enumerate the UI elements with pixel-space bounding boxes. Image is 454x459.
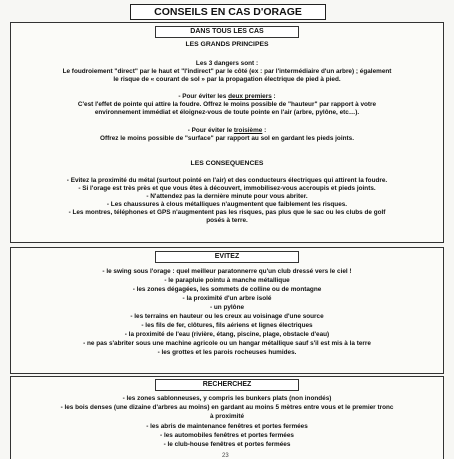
avoid-third-keyword: troisième — [233, 127, 263, 134]
avoid-third-heading — [11, 127, 443, 135]
evitez-item: - le swing sous l'orage : quel meilleur paratonnerre qu'un club dressé vers le ciel ! — [102, 268, 352, 275]
recherchez-item: - les zones sablonneuses, y compris les bunkers plats (non inondés) — [122, 395, 332, 402]
principles-title: LES GRANDS PRINCIPES — [185, 41, 269, 48]
evitez-item: - ne pas s'abriter sous une machine agricole ou un hangar métallique sauf s'il est mis à la terre — [83, 340, 371, 347]
avoid-third-line-1: Offrez le moins possible de "surface" par rapport au sol en gardant les pieds joints. — [100, 135, 354, 142]
avoid-third-prefix: - Pour éviter le — [187, 127, 234, 134]
evitez-item: - un pylône — [209, 304, 245, 311]
consequence-item: - Les montres, téléphones et GPS n'augmentent pas les risques, pas plus que le sac ou les clubs de golf — [68, 209, 386, 216]
dangers-line-2: le risque de « courant de sol » par la propagation électrique de pied à pied. — [113, 76, 341, 83]
page-number: 23 — [222, 453, 229, 459]
evitez-item: - les fils de fer, clôtures, fils aériens et lignes électriques — [141, 322, 313, 329]
consequence-item: - N'attendez pas la dernière minute pour vous abriter. — [146, 193, 308, 200]
avoid-two-suffix: : — [271, 93, 276, 100]
consequence-item: - Evitez la proximité du métal (surtout pointé en l'air) et des conducteurs électriques qui attirent la foudre. — [66, 177, 388, 184]
consequences-title: LES CONSEQUENCES — [190, 160, 264, 167]
avoid-two-prefix: - Pour éviter les — [178, 93, 229, 100]
evitez-item: - les terrains en hauteur ou les creux au voisinage d'une source — [130, 313, 324, 320]
avoid-third-suffix: : — [262, 127, 267, 134]
consequence-item: posés à terre. — [206, 217, 248, 224]
section-dans-tous-les-cas — [10, 22, 444, 243]
evitez-item: - la proximité d'un arbre isolé — [182, 295, 272, 302]
evitez-item: - les zones dégagées, les sommets de colline ou de montagne — [132, 286, 322, 293]
evitez-item: - le parapluie pointu à manche métallique — [164, 277, 290, 284]
section-recherchez — [10, 376, 444, 459]
evitez-item: - la proximité de l'eau (rivière, étang, piscine, plage, obstacle d'eau) — [124, 331, 330, 338]
recherchez-item: - le club-house fenêtres et portes fermées — [163, 441, 291, 448]
section-header-evitez: EVITEZ — [155, 251, 299, 263]
section-header-dans-tous-les-cas: DANS TOUS LES CAS — [155, 26, 299, 38]
recherchez-item: - les abris de maintenance fenêtres et portes fermées — [146, 423, 308, 430]
recherchez-item: à proximité — [209, 413, 245, 420]
avoid-two-line-1: C'est l'effet de pointe qui attire la foudre. Offrez le moins possible de "hauteur" par rapport à votre — [77, 101, 377, 108]
consequence-item: - Les chaussures à clous métalliques n'augmentent que faiblement les risques. — [106, 201, 348, 208]
avoid-two-line-2: environnement immédiat et éloignez-vous de toute pointe en l'air (arbre, pylône, etc…). — [94, 109, 360, 116]
section-header-recherchez: RECHERCHEZ — [155, 379, 299, 391]
page-title: CONSEILS EN CAS D'ORAGE — [130, 4, 326, 20]
recherchez-item: - les automobiles fenêtres et portes fermées — [160, 432, 294, 439]
avoid-two-keyword: deux premiers — [228, 93, 272, 100]
consequence-item: - Si l'orage est très près et que vous êtes à découvert, immobilisez-vous accroupis et pieds joints. — [78, 185, 376, 192]
avoid-two-heading — [11, 93, 443, 101]
evitez-item: - les grottes et les parois rocheuses humides. — [157, 349, 297, 356]
dangers-line-1: Le foudroiement "direct" par le haut et "l'indirect" par le côté (ex : par l'intermédiaire d'un arbre) ; également — [62, 68, 392, 75]
section-evitez — [10, 247, 444, 374]
dangers-title: Les 3 dangers sont : — [195, 60, 259, 67]
recherchez-item: - les bois denses (une dizaine d'arbres au moins) en gardant au moins 5 mètres entre vous et le premier tronc — [60, 404, 394, 411]
